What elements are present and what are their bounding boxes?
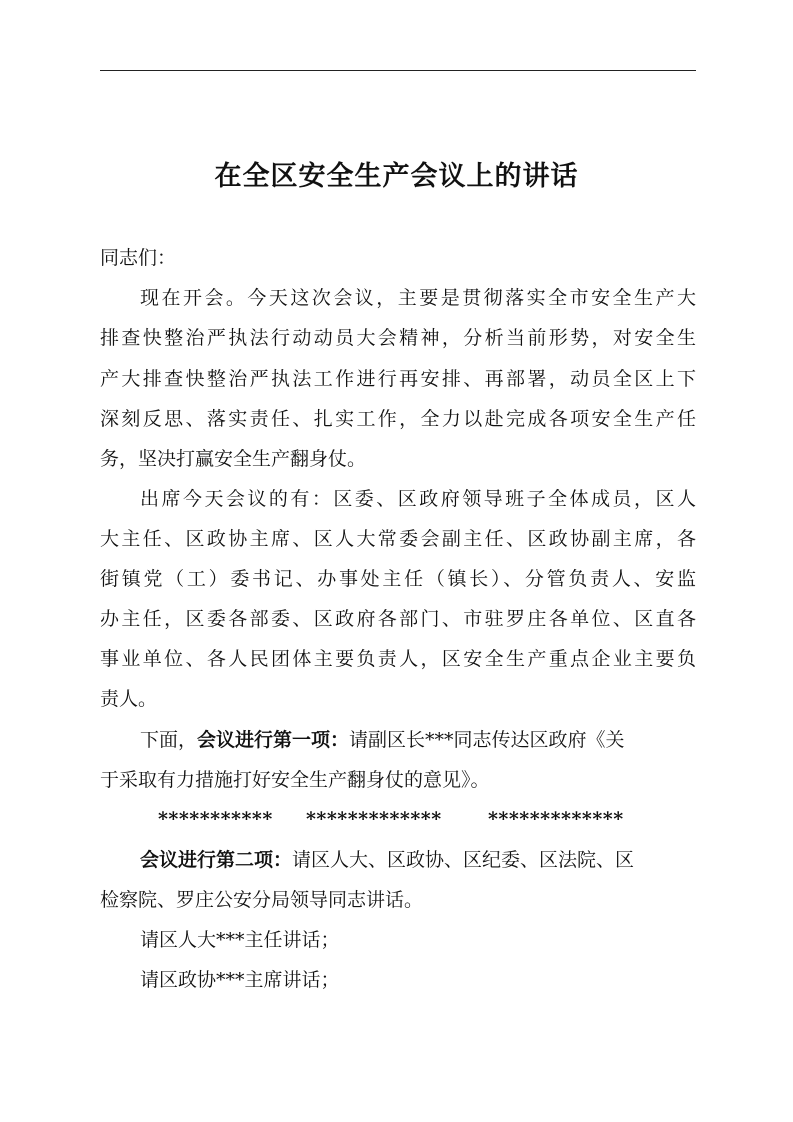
separator-stars: ************* [488,808,624,830]
text-line: 办主任，区委各部委、区政府各部门、市驻罗庄各单位、区直各 [100,608,696,630]
separator-stars: *********** [158,808,273,830]
header-rule [100,70,696,71]
text-line: 现在开会。今天这次会议，主要是贯彻落实全市安全生产大 [140,287,696,309]
agenda-item-label: 会议进行第一项： [197,729,350,751]
text-line: 于采取有力措施打好安全生产翻身仗的意见》。 [100,769,490,791]
text-line [140,848,634,872]
text-line: 产大排查快整治严执法工作进行再安排、再部署，动员全区上下 [100,368,696,390]
text-line: 深刻反思、落实责任、扎实工作，全力以赴完成各项安全生产任 [100,408,696,430]
text-prefix: 下面， [140,729,198,751]
speaker-line: 请区政协***主席讲话； [140,969,340,991]
text-line: 排查快整治严执法行动动员大会精神，分析当前形势，对安全生 [100,327,696,349]
text-line: 大主任、区政协主席、区人大常委会副主任、区政协副主席，各 [100,528,696,550]
salutation: 同志们： [100,247,177,269]
text-line: 检察院、罗庄公安分局领导同志讲话。 [100,889,424,911]
text-line: 出席今天会议的有：区委、区政府领导班子全体成员，区人 [140,488,696,510]
speaker-line: 请区人大***主任讲话； [140,929,340,951]
text-line [140,728,625,752]
separator-stars: ************* [306,808,442,830]
text-rest: 请副区长***同志传达区政府《关 [349,729,625,751]
text-line: 事业单位、各人民团体主要负责人，区安全生产重点企业主要负 [100,648,696,670]
text-rest: 请区人大、区政协、区纪委、区法院、区 [292,849,635,871]
text-line: 务，坚决打赢安全生产翻身仗。 [100,448,367,470]
document-title: 在全区安全生产会议上的讲话 [214,161,579,192]
text-line: 街镇党（工）委书记、办事处主任（镇长）、分管负责人、安监 [100,568,696,590]
agenda-item-label: 会议进行第二项： [140,849,293,871]
text-line: 责人。 [100,688,158,710]
